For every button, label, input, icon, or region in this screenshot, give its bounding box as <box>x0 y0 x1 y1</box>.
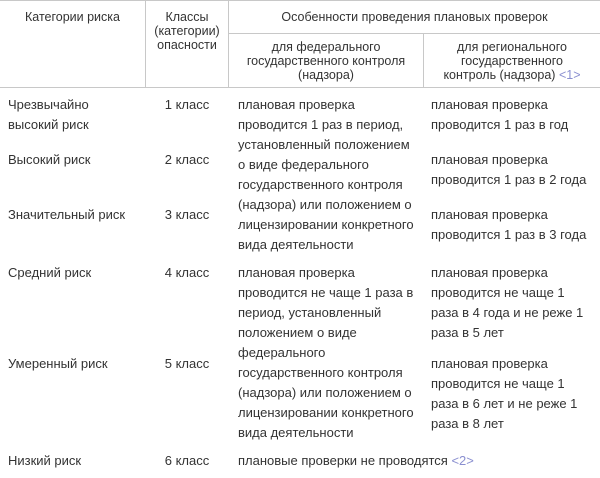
header-regional-line-1: для регионального <box>457 40 567 54</box>
features-subheader-border <box>228 33 600 34</box>
row-4-class: 4 класс <box>164 265 210 280</box>
header-class-line-1: Классы <box>165 10 209 24</box>
row-1-category: Чрезвычайно высокий риск <box>8 97 89 132</box>
row-5-regional: плановая проверка проводится не чаще 1 раза в 6 лет и не реже 1 раза в 8 лет <box>431 356 578 431</box>
row-6-class: 6 класс <box>164 453 210 468</box>
row-5-category: Умеренный риск <box>8 356 108 371</box>
header-class <box>146 10 228 52</box>
row-6-low-risk-text: плановые проверки не проводятся <2> <box>238 453 474 468</box>
row-4-regional: плановая проверка проводится не чаще 1 раза в 4 года и не реже 1 раза в 5 лет <box>431 265 584 340</box>
header-federal-line-1: для федерального <box>271 40 381 54</box>
header-category: Категории риска <box>24 10 120 24</box>
row-2-class: 2 класс <box>164 152 210 167</box>
footnote-link-1[interactable]: <1> <box>558 68 581 82</box>
header-class-line-2: (категории) <box>154 24 220 38</box>
row-2-category: Высокий риск <box>8 152 91 167</box>
footnote-link-2[interactable]: <2> <box>451 453 474 468</box>
header-federal <box>229 40 423 82</box>
row-3-category: Значительный риск <box>8 207 126 222</box>
row-1-regional: плановая проверка проводится 1 раз в год <box>431 97 569 132</box>
row-3-class: 3 класс <box>164 207 210 222</box>
header-regional-line-3: контроль (надзора) <1> <box>443 68 581 82</box>
row-4-category: Средний риск <box>8 265 92 280</box>
header-features: Особенности проведения плановых проверок <box>281 10 548 24</box>
header-federal-line-2: государственного контроля <box>246 54 406 68</box>
row-3-regional: плановая проверка проводится 1 раз в 3 года <box>431 207 587 242</box>
header-bottom-border <box>0 87 600 88</box>
header-regional <box>424 40 600 82</box>
row-1-class: 1 класс <box>164 97 210 112</box>
row-2-regional: плановая проверка проводится 1 раз в 2 года <box>431 152 587 187</box>
header-federal-line-3: (надзора) <box>298 68 354 82</box>
federal-text-group-2: плановая проверка проводится не чаще 1 раза в период, установленный положением о виде федерального государственного контроля (надзора) или положением о лицензировании конкретного вида деятельности <box>238 265 414 440</box>
federal-text-group-1: плановая проверка проводится 1 раз в период, установленный положением о виде федерального государственного контроля (надзора) или положением о лицензировании конкретного вида деятельности <box>238 97 414 252</box>
header-regional-line-2: государственного <box>461 54 563 68</box>
header-class-line-3: опасности <box>157 38 217 52</box>
header-top-border <box>0 0 600 1</box>
row-5-class: 5 класс <box>164 356 210 371</box>
row-6-category: Низкий риск <box>8 453 82 468</box>
